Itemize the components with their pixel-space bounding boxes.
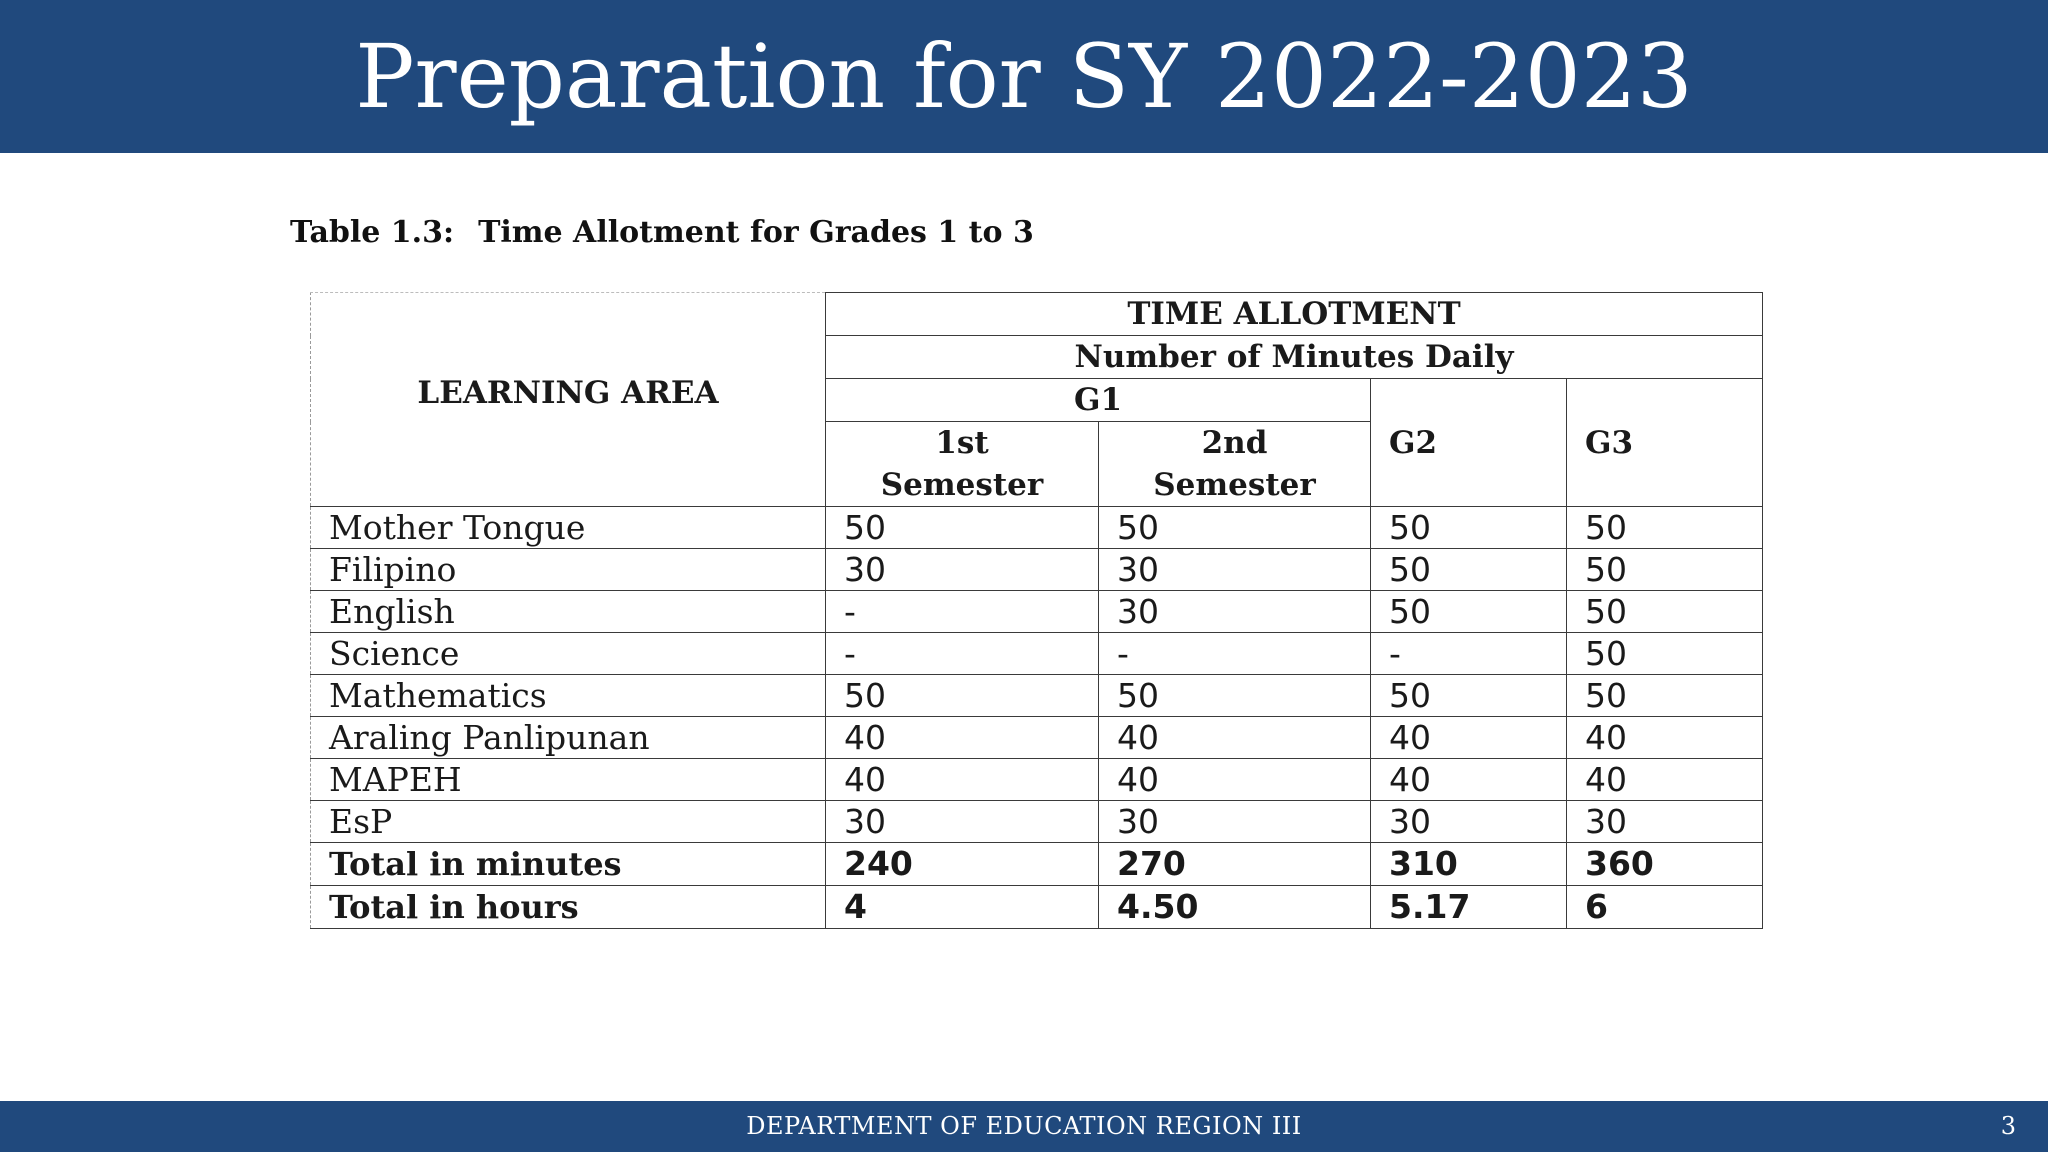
- table-row: [311, 633, 1763, 675]
- g3-cell: 40: [1567, 717, 1763, 759]
- first-semester-line2: Semester: [880, 467, 1044, 503]
- g3-cell: 50: [1567, 591, 1763, 633]
- table-row: [311, 591, 1763, 633]
- g2-total-minutes: 310: [1371, 843, 1567, 886]
- table-row: [311, 801, 1763, 843]
- learning-area-cell: English: [311, 591, 826, 633]
- learning-area-cell: Science: [311, 633, 826, 675]
- table-caption-text: Time Allotment for Grades 1 to 3: [478, 215, 1034, 250]
- g2-cell: 50: [1371, 549, 1567, 591]
- g2-cell: 50: [1371, 507, 1567, 549]
- g3-total-hours: 6: [1567, 886, 1763, 929]
- g1-sem1-cell: 50: [826, 675, 1099, 717]
- g2-cell: 40: [1371, 717, 1567, 759]
- g3-cell: 50: [1567, 507, 1763, 549]
- second-semester-line2: Semester: [1153, 467, 1316, 503]
- g1-sem2-cell: 30: [1099, 549, 1371, 591]
- g3-cell: 50: [1567, 633, 1763, 675]
- g3-cell: 40: [1567, 759, 1763, 801]
- g1-sem1-cell: 40: [826, 717, 1099, 759]
- table-row: [311, 507, 1763, 549]
- table-caption: [290, 213, 1034, 253]
- learning-area-cell: Filipino: [311, 549, 826, 591]
- g1-sem2-cell: 50: [1099, 675, 1371, 717]
- g1-sem1-total-minutes: 240: [826, 843, 1099, 886]
- total-minutes-label: Total in minutes: [311, 843, 826, 886]
- g1-sem1-cell: -: [826, 591, 1099, 633]
- g3-cell: 50: [1567, 675, 1763, 717]
- slide-title: Preparation for SY 2022-2023: [355, 25, 1693, 128]
- g1-sem2-cell: 30: [1099, 591, 1371, 633]
- time-allotment-header: TIME ALLOTMENT: [826, 293, 1763, 336]
- g3-total-minutes: 360: [1567, 843, 1763, 886]
- g3-header: G3: [1567, 379, 1763, 507]
- g1-sem1-cell: 30: [826, 801, 1099, 843]
- g2-cell: -: [1371, 633, 1567, 675]
- g1-header: G1: [826, 379, 1371, 422]
- second-semester-header: [1099, 422, 1371, 507]
- g1-sem1-cell: 40: [826, 759, 1099, 801]
- g1-sem2-cell: 40: [1099, 717, 1371, 759]
- footer-text: DEPARTMENT OF EDUCATION REGION III: [746, 1112, 1302, 1140]
- g1-sem2-cell: 40: [1099, 759, 1371, 801]
- g1-sem1-total-hours: 4: [826, 886, 1099, 929]
- learning-area-cell: Mathematics: [311, 675, 826, 717]
- learning-area-cell: Mother Tongue: [311, 507, 826, 549]
- g1-sem1-cell: 30: [826, 549, 1099, 591]
- minutes-daily-header: Number of Minutes Daily: [826, 336, 1763, 379]
- g2-cell: 30: [1371, 801, 1567, 843]
- learning-area-cell: MAPEH: [311, 759, 826, 801]
- learning-area-cell: EsP: [311, 801, 826, 843]
- g1-sem2-total-hours: 4.50: [1099, 886, 1371, 929]
- table-caption-number: Table 1.3:: [290, 215, 455, 250]
- time-allotment-table: [310, 292, 1763, 929]
- table-row: [311, 549, 1763, 591]
- g1-sem1-cell: 50: [826, 507, 1099, 549]
- table-row: [311, 717, 1763, 759]
- g2-total-hours: 5.17: [1371, 886, 1567, 929]
- total-minutes-row: [311, 843, 1763, 886]
- first-semester-line1: 1st: [935, 425, 989, 461]
- g1-sem1-cell: -: [826, 633, 1099, 675]
- g2-cell: 50: [1371, 591, 1567, 633]
- g3-cell: 50: [1567, 549, 1763, 591]
- table-row: [311, 675, 1763, 717]
- g1-sem2-cell: -: [1099, 633, 1371, 675]
- total-hours-label: Total in hours: [311, 886, 826, 929]
- learning-area-cell: Araling Panlipunan: [311, 717, 826, 759]
- g1-sem2-cell: 30: [1099, 801, 1371, 843]
- g2-cell: 40: [1371, 759, 1567, 801]
- g2-header: G2: [1371, 379, 1567, 507]
- g1-sem2-total-minutes: 270: [1099, 843, 1371, 886]
- g1-sem2-cell: 50: [1099, 507, 1371, 549]
- page-number: 3: [2000, 1112, 2016, 1140]
- table-row: [311, 759, 1763, 801]
- second-semester-line1: 2nd: [1201, 425, 1268, 461]
- learning-area-header: LEARNING AREA: [311, 293, 826, 507]
- g3-cell: 30: [1567, 801, 1763, 843]
- first-semester-header: [826, 422, 1099, 507]
- g2-cell: 50: [1371, 675, 1567, 717]
- total-hours-row: [311, 886, 1763, 929]
